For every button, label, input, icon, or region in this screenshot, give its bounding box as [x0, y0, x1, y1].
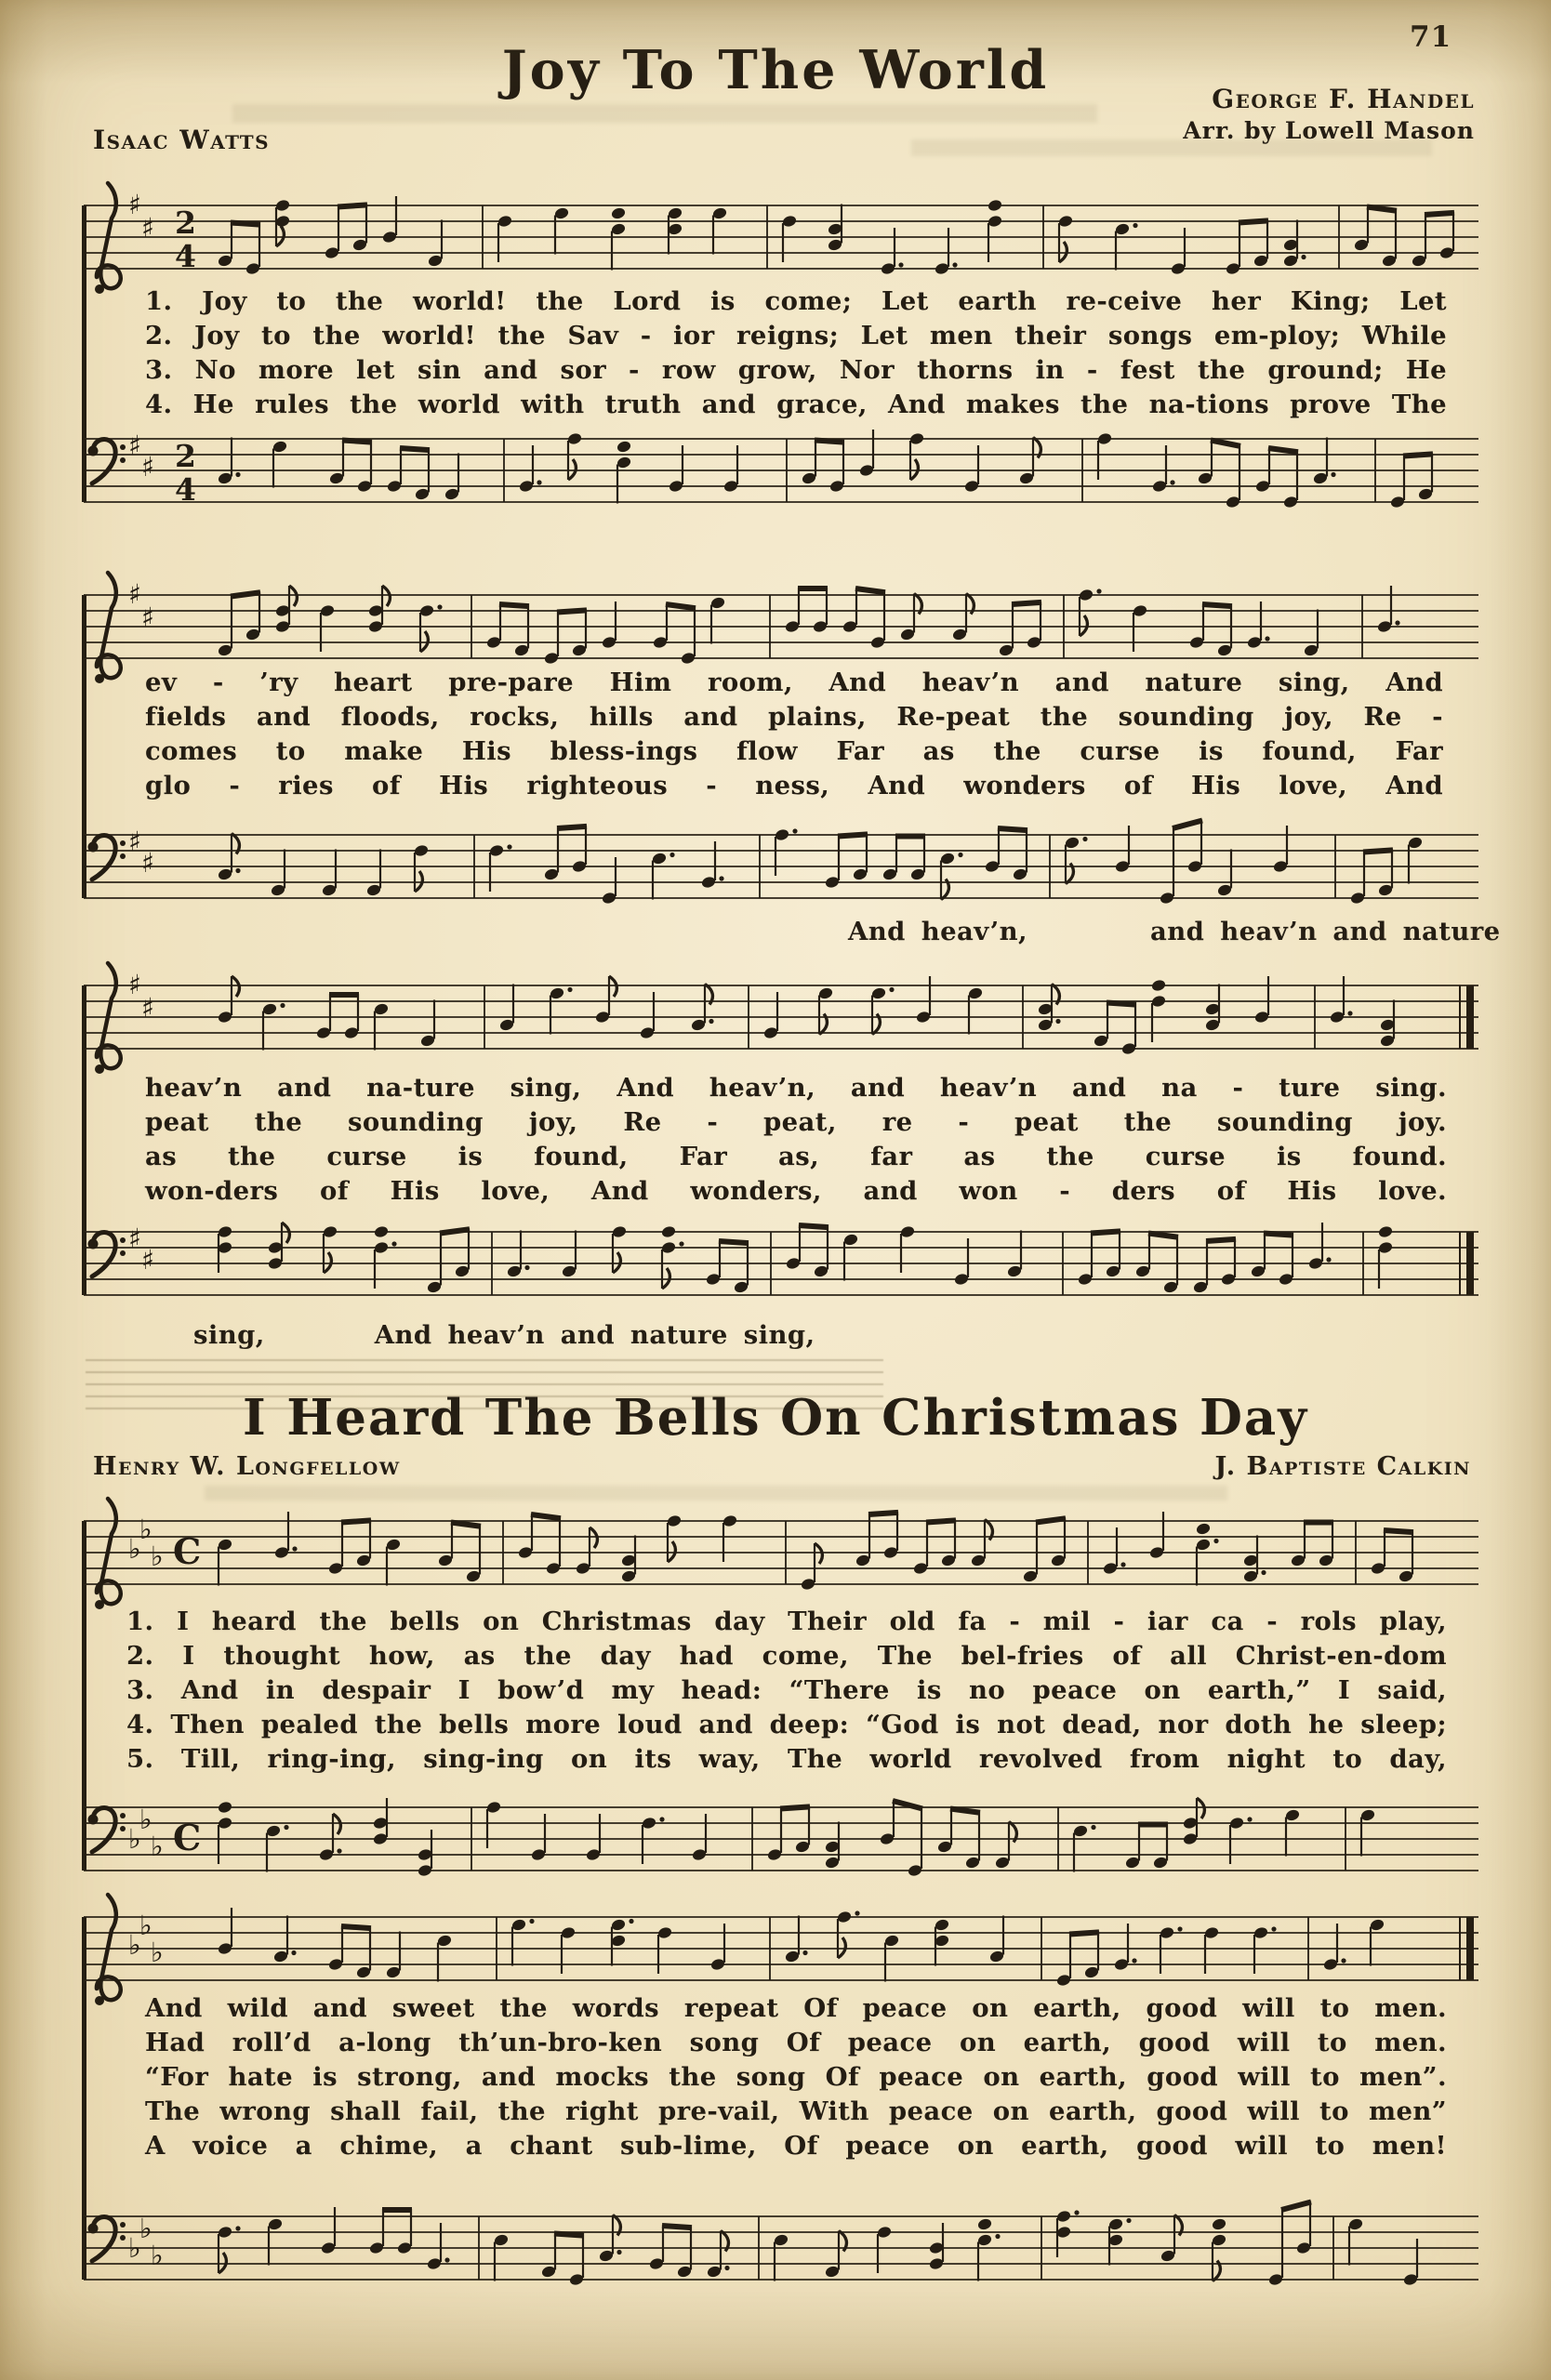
lyric-line: “For hate is strong, and mocks the song Of peace on earth, good will to men”. [145, 2062, 1447, 2092]
song1-composer: George F. Handel [1212, 84, 1475, 114]
svg-text:♭: ♭ [151, 1540, 164, 1572]
svg-text:♭: ♭ [151, 1831, 164, 1862]
song1-verses-block-3 [145, 1071, 1447, 1209]
staff-song1-treble-3 [84, 943, 1478, 1091]
staff-song1-bass-3 [84, 1189, 1478, 1338]
svg-text:C: C [173, 1817, 202, 1858]
song1-interline-lyrics [848, 917, 1501, 946]
svg-text:♯: ♯ [128, 578, 142, 610]
song1-arranger: Arr. by Lowell Mason [1183, 117, 1475, 144]
svg-text:♯: ♯ [141, 1244, 155, 1276]
svg-text:♯: ♯ [128, 826, 142, 857]
svg-text:♭: ♭ [128, 1929, 141, 1961]
lyric-line: comes to make His bless-ings flow Far as the curse is found, Far [145, 736, 1443, 766]
lyric-line: 2. I thought how, as the day had come, The bel-fries of all Christ-en-dom [126, 1641, 1447, 1671]
lyric-line: A voice a chime, a chant sub-lime, Of peace on earth, good will to men! [145, 2131, 1447, 2161]
lyric-line: 3. And in despair I bow’d my head: “There is no peace on earth,” I said, [126, 1675, 1447, 1705]
lyric-line: 4. He rules the world with truth and grace, And makes the na-tions prove The [145, 390, 1447, 419]
song1-verses-block-2 [145, 666, 1443, 803]
svg-text:♭: ♭ [139, 1514, 152, 1545]
song2-title: I Heard The Bells On Christmas Day [242, 1389, 1309, 1447]
svg-text:♯: ♯ [128, 189, 142, 220]
song2-lyricist: Henry W. Longfellow [93, 1452, 401, 1481]
lyric-line: fields and floods, rocks, hills and plains, Re-peat the sounding joy, Re - [145, 702, 1443, 732]
lyric-line: peat the sounding joy, Re - peat, re - peat the sounding joy. [145, 1107, 1447, 1137]
tail-left: sing, [193, 1320, 265, 1350]
svg-text:2: 2 [175, 438, 196, 474]
lyric-line: 3. No more let sin and sor - row grow, Nor thorns in - fest the ground; He [145, 355, 1447, 385]
lyric-line: glo - ries of His righteous - ness, And wonders of His love, And [145, 771, 1443, 800]
song1-verses-block-1 [145, 284, 1447, 422]
svg-text:♯: ♯ [141, 992, 155, 1024]
svg-text:♭: ♭ [139, 2213, 152, 2244]
svg-text:♭: ♭ [139, 1910, 152, 1941]
interline-left: And heav’n, [848, 917, 1027, 946]
svg-text:4: 4 [175, 238, 196, 274]
svg-text:♭: ♭ [128, 1823, 141, 1855]
svg-text:♯: ♯ [141, 847, 155, 879]
lyric-line: The wrong shall fail, the right pre-vail, With peace on earth, good will to men” [145, 2096, 1447, 2126]
svg-text:2: 2 [175, 205, 196, 241]
svg-text:♯: ♯ [141, 451, 155, 483]
lyric-line: Had roll’d a-long th’un-bro-ken song Of peace on earth, good will to men. [145, 2028, 1447, 2057]
lyric-line: And wild and sweet the words repeat Of peace on earth, good will to men. [145, 1993, 1447, 2023]
svg-text:♭: ♭ [151, 1937, 164, 1968]
lyric-line: 5. Till, ring-ing, sing-ing on its way, The world revolved from night to day, [126, 1744, 1447, 1774]
song2-verses-block-2 [145, 1991, 1447, 2163]
lyric-line: 1. I heard the bells on Christmas day Their old fa - mil - iar ca - rols play, [126, 1606, 1447, 1636]
svg-text:♯: ♯ [128, 430, 142, 461]
svg-text:♭: ♭ [128, 2232, 141, 2264]
lyric-line: as the curse is found, Far as, far as the curse is found. [145, 1142, 1447, 1171]
lyric-line: won-ders of His love, And wonders, and won - ders of His love. [145, 1176, 1447, 1206]
svg-text:C: C [173, 1530, 202, 1572]
lyric-line: ev - ’ry heart pre-pare Him room, And heav’n and nature sing, And [145, 668, 1443, 697]
svg-text:♯: ♯ [141, 212, 155, 244]
lyric-line: 2. Joy to the world! the Sav - ior reigns; Let men their songs em-ploy; While [145, 321, 1447, 350]
song1-lyricist: Isaac Watts [93, 125, 271, 155]
svg-text:♯: ♯ [128, 1223, 142, 1254]
staff-song2-bass-2 [84, 2174, 1478, 2322]
bleedthrough-smudge [232, 104, 1097, 123]
lyric-line: 4. Then pealed the bells more loud and deep: “God is not dead, nor doth he sleep; [126, 1710, 1447, 1739]
song2-verses-block-1 [126, 1605, 1447, 1777]
interline-right: and heav’n and nature [1149, 917, 1501, 946]
svg-text:♭: ♭ [151, 2240, 164, 2271]
tail-right: And heav’n and nature sing, [374, 1320, 815, 1350]
lyric-line: 1. Joy to the world! the Lord is come; Let earth re-ceive her King; Let [145, 286, 1447, 316]
svg-text:♯: ♯ [128, 969, 142, 1000]
svg-text:4: 4 [175, 471, 196, 508]
song2-composer: J. Baptiste Calkin [1214, 1452, 1471, 1481]
page-number: 71 [1410, 20, 1452, 54]
song1-tail-lyrics [193, 1320, 815, 1350]
lyric-line: heav’n and na-ture sing, And heav’n, and heav’n and na - ture sing. [145, 1073, 1447, 1103]
svg-text:♭: ♭ [128, 1533, 141, 1565]
svg-text:♯: ♯ [141, 602, 155, 633]
song1-title: Joy To The World [501, 39, 1050, 101]
svg-text:♭: ♭ [139, 1804, 152, 1835]
